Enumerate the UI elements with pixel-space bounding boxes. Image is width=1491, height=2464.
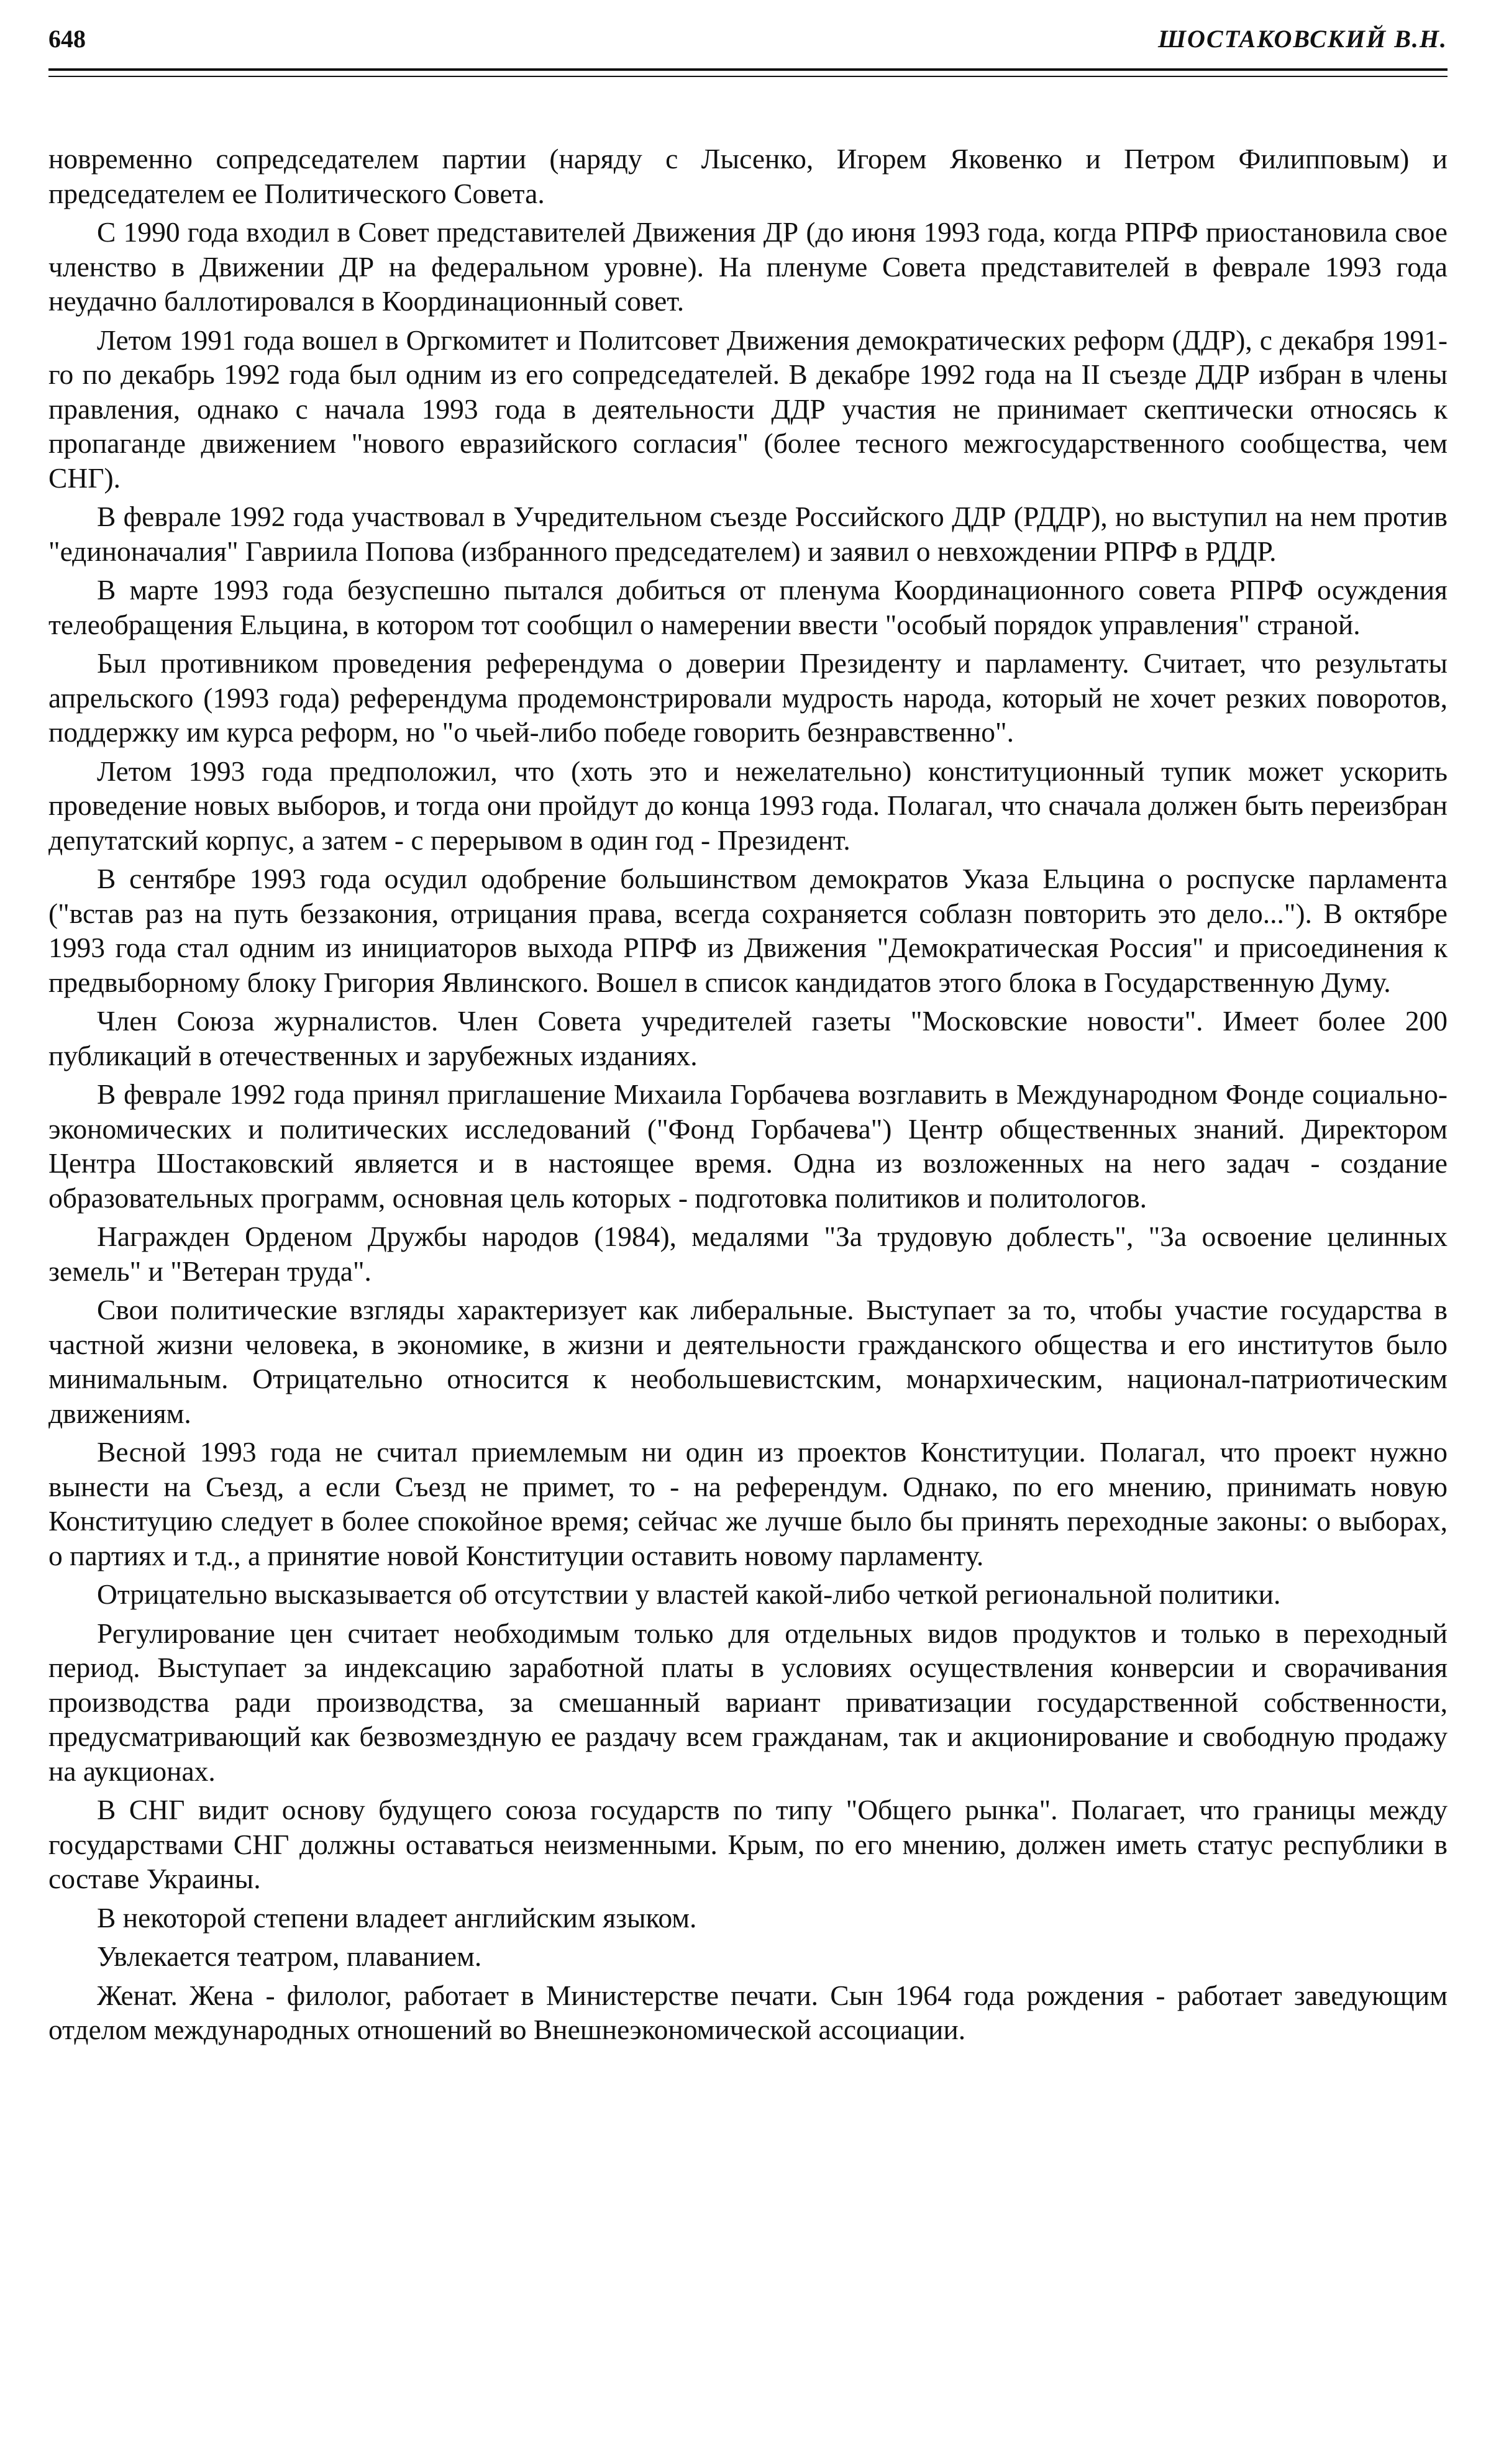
paragraph: В феврале 1992 года участвовал в Учредительном съезде Российского ДДР (РДДР), но выступил на нем против "единоначалия" Гавриила Попова (избранного председателем) и заявил о невхождении РПРФ в РДДР. xyxy=(48,501,1448,567)
paragraph: С 1990 года входил в Совет представителей Движения ДР (до июня 1993 года, когда РПРФ приостановила свое членство в Движении ДР на федеральном уровне). На пленуме Совета представителей в феврале 1993 года неудачно баллотировался в Координационный совет. xyxy=(48,216,1448,317)
paragraph: Женат. Жена - филолог, работает в Министерстве печати. Сын 1964 года рождения - работает заведующим отделом международных отношений во Внешнеэкономической ассоциации. xyxy=(48,1979,1448,2045)
paragraph: Отрицательно высказывается об отсутствии у властей какой-либо четкой региональной политики. xyxy=(97,1578,1281,1610)
paragraph: Был противником проведения референдума о доверии Президенту и парламенту. Считает, что результаты апрельского (1993 года) референдума продемонстрировали мудрость народа, который не хочет резких поворотов, поддержку им курса реформ, но "о чьей-либо победе говорить безнравственно". xyxy=(48,647,1448,748)
header-rule-thin xyxy=(48,76,1448,77)
paragraph: В марте 1993 года безуспешно пытался добиться от пленума Координационного совета РПРФ осуждения телеобращения Ельцина, в котором тот сообщил о намерении ввести "особый порядок управления" страной. xyxy=(48,574,1448,640)
paragraph: Регулирование цен считает необходимым только для отдельных видов продуктов и только в переходный период. Выступает за индексацию заработной платы в условиях осуществления конверсии и сворачивания производства ради производства, за смешанный вариант приватизации государственной собственности, предусматривающий как безвозмездную ее раздачу всем гражданам, так и акционирование и свободную продажу на аукционах. xyxy=(48,1617,1448,1787)
paragraph: Член Союза журналистов. Член Совета учредителей газеты "Московские новости". Имеет более 200 публикаций в отечественных и зарубежных изданиях. xyxy=(48,1005,1448,1071)
article-body xyxy=(48,142,1448,2052)
paragraph: Увлекается театром, плаванием. xyxy=(97,1940,482,1972)
running-head: ШОСТАКОВСКИЙ В.Н. xyxy=(1158,25,1448,53)
paragraph: новременно сопредседателем партии (наряду с Лысенко, Игорем Яковенко и Петром Филипповым) и председателем ее Политического Совета. xyxy=(48,143,1448,209)
paragraph: В сентябре 1993 года осудил одобрение большинством демократов Указа Ельцина о роспуске парламента ("встав раз на путь беззакония, отрицания права, всегда сохраняется соблазн повторить это дело..."). В октябре 1993 года стал одним из инициаторов выхода РПРФ из Движения "Демократическая Россия" и присоединения к предвыборному блоку Григория Явлинского. Вошел в список кандидатов этого блока в Государственную Думу. xyxy=(48,863,1448,998)
paragraph: В некоторой степени владеет английским языком. xyxy=(97,1901,697,1934)
paragraph: Награжден Орденом Дружбы народов (1984), медалями "За трудовую доблесть", "За освоение целинных земель" и "Ветеран труда". xyxy=(48,1221,1448,1287)
paragraph: Летом 1991 года вошел в Оргкомитет и Политсовет Движения демократических реформ (ДДР), с декабря 1991-го по декабрь 1992 года был одним из его сопредседателей. В декабре 1992 года на II съезде ДДР избран в члены правления, однако с начала 1993 года в деятельности ДДР участия не принимает скептически относясь к пропаганде движением "нового евразийского согласия" (более тесного межгосударственного сообщества, чем СНГ). xyxy=(48,324,1448,494)
paragraph: Летом 1993 года предположил, что (хоть это и нежелательно) конституционный тупик может ускорить проведение новых выборов, и тогда они пройдут до конца 1993 года. Полагал, что сначала должен быть переизбран депутатский корпус, а затем - с перерывом в один год - Президент. xyxy=(48,755,1448,856)
paragraph: Весной 1993 года не считал приемлемым ни один из проектов Конституции. Полагал, что проект нужно вынести на Съезд, а если Съезд не примет, то - на референдум. Однако, по его мнению, принимать новую Конституцию следует в более спокойное время; сейчас же лучше было бы принять переходные законы: о выборах, о партиях и т.д., а принятие новой Конституции оставить новому парламенту. xyxy=(48,1436,1448,1571)
paragraph: В феврале 1992 года принял приглашение Михаила Горбачева возглавить в Международном Фонде социально-экономических и политических исследований ("Фонд Горбачева") Центр общественных знаний. Директором Центра Шостаковский является и в настоящее время. Одна из возложенных на него задач - создание образовательных программ, основная цель которых - подготовка политиков и политологов. xyxy=(48,1078,1448,1214)
paragraph: Свои политические взгляды характеризует как либеральные. Выступает за то, чтобы участие государства в частной жизни человека, в экономике, в жизни и деятельности гражданского общества и его институтов было минимальным. Отрицательно относится к необольшевистским, монархическим, национал-патриотическим движениям. xyxy=(48,1294,1448,1429)
page-header xyxy=(48,24,1448,55)
page-number: 648 xyxy=(48,25,86,53)
paragraph: В СНГ видит основу будущего союза государств по типу "Общего рынка". Полагает, что границы между государствами СНГ должны оставаться неизменными. Крым, по его мнению, должен иметь статус республики в составе Украины. xyxy=(48,1794,1448,1894)
header-rule-thick xyxy=(48,68,1448,71)
